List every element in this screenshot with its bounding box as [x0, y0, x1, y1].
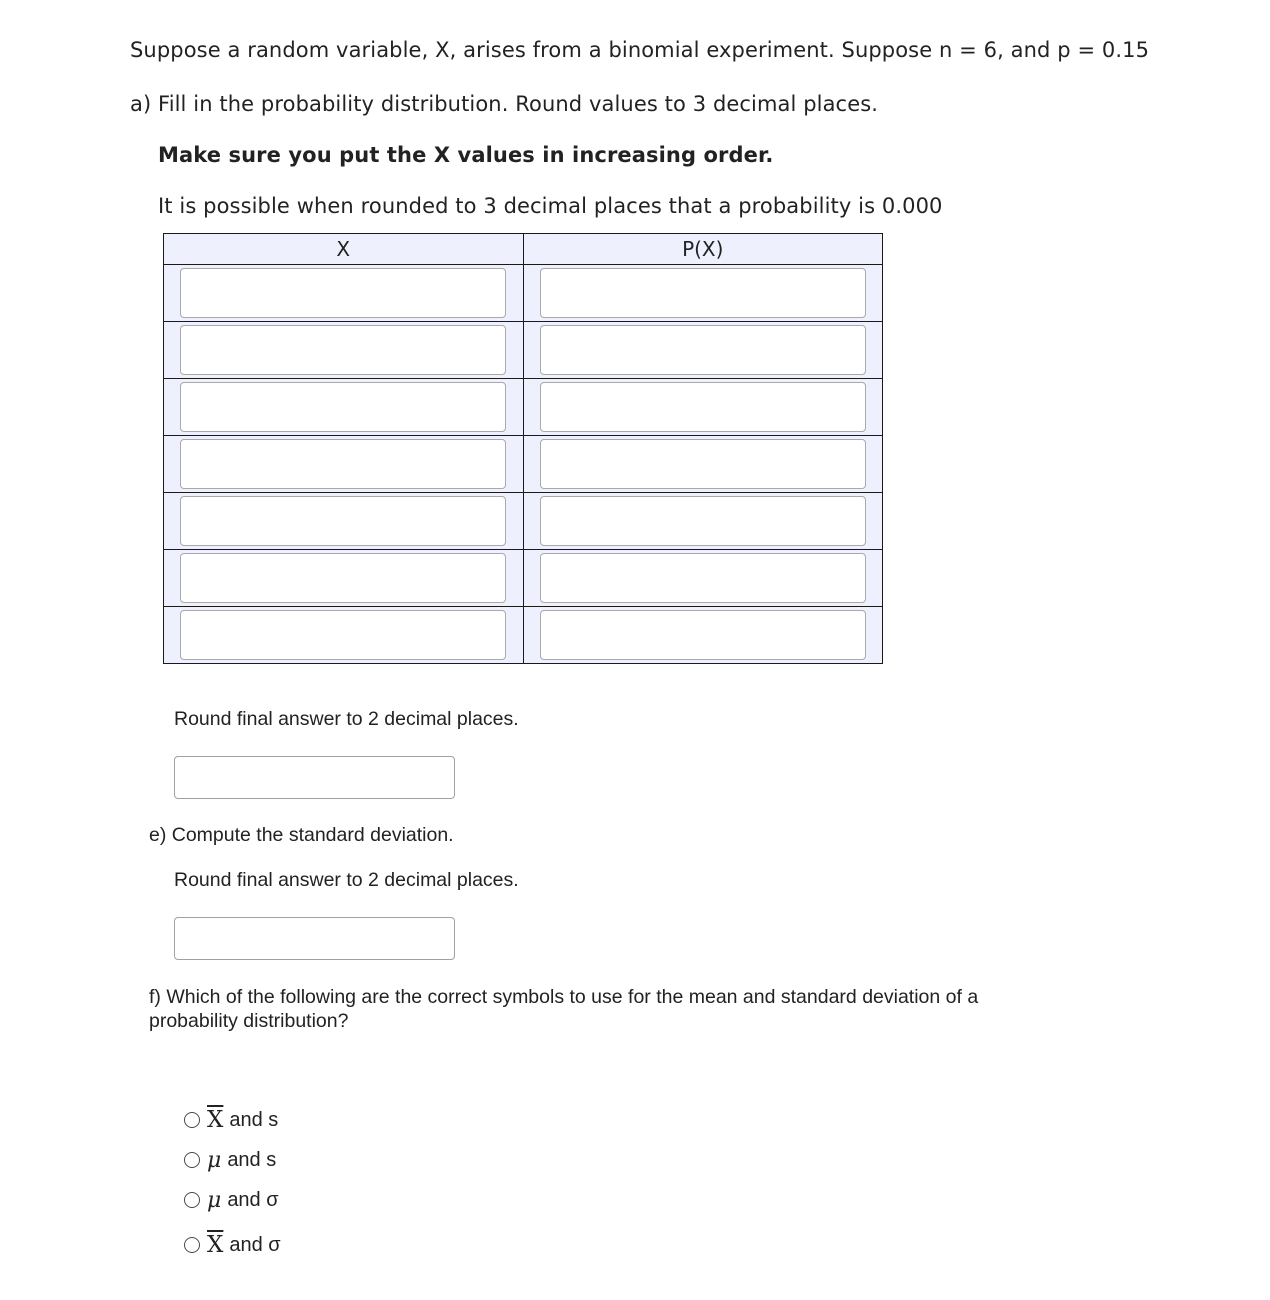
- table-row: [164, 322, 883, 379]
- table-row: [164, 436, 883, 493]
- x-value-input-4[interactable]: [180, 439, 506, 489]
- option-label: and σ: [229, 1233, 281, 1256]
- x-value-input-3[interactable]: [180, 382, 506, 432]
- px-value-input-1[interactable]: [540, 268, 866, 318]
- radio-button[interactable]: [184, 1192, 200, 1208]
- radio-button[interactable]: [184, 1152, 200, 1168]
- part-d-round-note: Round final answer to 2 decimal places.: [174, 708, 519, 730]
- option-label: and s: [227, 1148, 277, 1171]
- x-column-header: X: [164, 234, 524, 265]
- option-label: and s: [229, 1108, 279, 1131]
- radio-button[interactable]: [184, 1237, 200, 1253]
- x-value-input-2[interactable]: [180, 325, 506, 375]
- table-row: [164, 550, 883, 607]
- option-mu-and-sigma[interactable]: [184, 1186, 279, 1214]
- x-bar-symbol: $\overline{X}$: [207, 1107, 224, 1133]
- px-value-input-4[interactable]: [540, 439, 866, 489]
- part-f-prompt: f) Which of the following are the correct symbols to use for the mean and standard deviation of a probability distribution?: [149, 986, 979, 1032]
- part-a-prompt: a) Fill in the probability distribution. Round values to 3 decimal places.: [130, 92, 879, 116]
- part-e-round-note: Round final answer to 2 decimal places.: [174, 869, 519, 891]
- px-value-input-5[interactable]: [540, 496, 866, 546]
- px-value-input-6[interactable]: [540, 553, 866, 603]
- table-row: [164, 607, 883, 664]
- option-mu-and-s[interactable]: [184, 1146, 276, 1174]
- x-value-input-5[interactable]: [180, 496, 506, 546]
- order-note: Make sure you put the X values in increasing order.: [158, 143, 774, 167]
- std-dev-answer-input[interactable]: [174, 917, 455, 960]
- part-e-prompt: e) Compute the standard deviation.: [149, 824, 454, 846]
- table-row: [164, 379, 883, 436]
- px-value-input-7[interactable]: [540, 610, 866, 660]
- mu-symbol: μ: [207, 1147, 222, 1173]
- option-label: and σ: [227, 1188, 279, 1211]
- zero-probability-note: It is possible when rounded to 3 decimal places that a probability is 0.000: [158, 194, 943, 218]
- table-row: [164, 493, 883, 550]
- x-bar-symbol: $\overline{X}$: [207, 1232, 224, 1258]
- mu-symbol: μ: [207, 1187, 222, 1213]
- option-xbar-and-sigma[interactable]: [184, 1231, 281, 1259]
- x-value-input-7[interactable]: [180, 610, 506, 660]
- px-value-input-2[interactable]: [540, 325, 866, 375]
- x-value-input-6[interactable]: [180, 553, 506, 603]
- option-xbar-and-s[interactable]: [184, 1106, 278, 1134]
- mean-answer-input[interactable]: [174, 756, 455, 799]
- x-value-input-1[interactable]: [180, 268, 506, 318]
- px-column-header: P(X): [523, 234, 883, 265]
- table-header-row: [164, 234, 883, 265]
- radio-button[interactable]: [184, 1112, 200, 1128]
- question-intro: Suppose a random variable, X, arises from a binomial experiment. Suppose n = 6, and p = 0.15: [130, 38, 1150, 62]
- probability-distribution-table: [163, 233, 883, 664]
- table-row: [164, 265, 883, 322]
- px-value-input-3[interactable]: [540, 382, 866, 432]
